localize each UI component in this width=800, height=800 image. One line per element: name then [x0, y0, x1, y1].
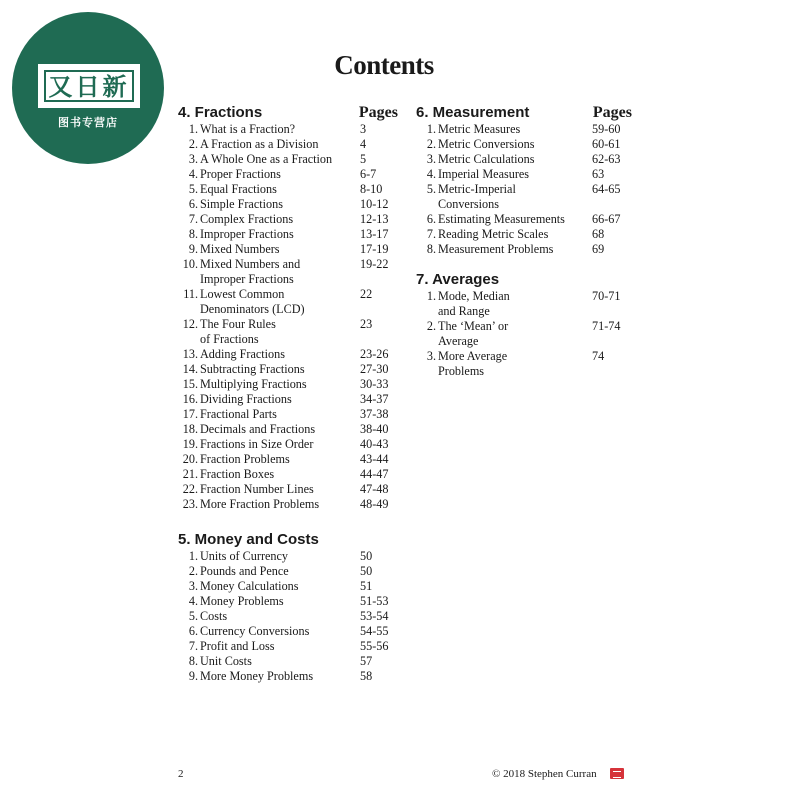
toc-entry-number: 2.	[426, 137, 436, 151]
toc-entry-pages: 55-56	[360, 639, 389, 653]
toc-entry-number: 9.	[188, 242, 198, 256]
toc-entry-label: Improper Fractions	[200, 227, 294, 241]
toc-entry-pages: 22	[360, 287, 373, 301]
toc-entry	[178, 137, 398, 152]
toc-entry-label: Units of Currency	[200, 549, 289, 563]
section-list-averages	[416, 289, 632, 379]
toc-entry-label: Mode, Median and Range	[438, 289, 510, 318]
toc-entry-label: The ‘Mean’ or Average	[438, 319, 509, 348]
toc-entry-number: 22.	[182, 482, 198, 496]
toc-entry	[178, 197, 398, 212]
toc-entry-number: 1.	[188, 549, 198, 563]
toc-entry-number: 3.	[426, 349, 436, 363]
toc-entry-pages: 50	[360, 564, 373, 578]
toc-entry-number: 13.	[182, 347, 198, 361]
toc-entry-label: A Fraction as a Division	[200, 137, 319, 151]
section-list-measurement	[416, 122, 632, 257]
toc-entry-pages: 64-65	[592, 182, 621, 196]
toc-entry-number: 23.	[182, 497, 198, 511]
toc-entry-label: More Money Problems	[200, 669, 314, 683]
toc-entry-pages: 57	[360, 654, 373, 668]
toc-entry-label: Fractions in Size Order	[200, 437, 314, 451]
toc-entry-number: 5.	[188, 609, 198, 623]
toc-entry-label: More Average Problems	[438, 349, 508, 378]
toc-entry	[178, 182, 398, 197]
toc-entry-label: Simple Fractions	[200, 197, 283, 211]
toc-entry-pages: 48-49	[360, 497, 389, 511]
page-title: Contents	[334, 50, 434, 80]
toc-entry-number: 7.	[426, 227, 436, 241]
toc-entry-label: Complex Fractions	[200, 212, 294, 226]
toc-entry-pages: 51-53	[360, 594, 389, 608]
toc-entry-pages: 60-61	[592, 137, 621, 151]
toc-entry-number: 19.	[182, 437, 198, 451]
toc-entry-number: 5.	[426, 182, 436, 196]
toc-entry	[178, 347, 398, 362]
toc-entry	[416, 227, 632, 242]
toc-entry-number: 1.	[426, 122, 436, 136]
toc-entry	[416, 182, 632, 212]
toc-entry-number: 9.	[188, 669, 198, 683]
toc-entry-pages: 27-30	[360, 362, 389, 376]
toc-entry-pages: 38-40	[360, 422, 389, 436]
toc-entry	[178, 669, 398, 684]
toc-entry	[416, 212, 632, 227]
toc-entry-number: 11.	[183, 287, 198, 301]
toc-entry-pages: 43-44	[360, 452, 389, 466]
toc-entry	[178, 152, 398, 167]
toc-entry-label: Equal Fractions	[200, 182, 277, 196]
toc-entry-number: 2.	[188, 137, 198, 151]
toc-entry-number: 6.	[426, 212, 436, 226]
toc-entry-label: Metric Calculations	[438, 152, 535, 166]
toc-entry-number: 15.	[182, 377, 198, 391]
toc-entry-pages: 62-63	[592, 152, 621, 166]
right-column	[416, 104, 632, 379]
toc-entry	[178, 594, 398, 609]
toc-entry-number: 7.	[188, 639, 198, 653]
pages-heading: Pages	[358, 104, 398, 121]
toc-entry-number: 4.	[426, 167, 436, 181]
toc-entry-label: Currency Conversions	[200, 624, 310, 638]
section-header-averages	[416, 271, 632, 289]
toc-entry-label: Lowest Common Denominators (LCD)	[200, 287, 305, 316]
toc-entry-label: Adding Fractions	[200, 347, 285, 361]
toc-entry	[416, 242, 632, 257]
toc-entry-label: Fraction Problems	[200, 452, 290, 466]
toc-entry-number: 4.	[188, 594, 198, 608]
left-column	[178, 104, 398, 684]
toc-entry-pages: 30-33	[360, 377, 389, 391]
toc-entry	[178, 437, 398, 452]
toc-entry	[178, 497, 398, 512]
toc-entry-pages: 59-60	[592, 122, 621, 136]
toc-entry	[178, 549, 398, 564]
toc-entry-label: Profit and Loss	[200, 639, 275, 653]
section-list-fractions	[178, 122, 398, 512]
toc-entry-label: The Four Rules of Fractions	[200, 317, 276, 346]
section-title: 5. Money and Costs	[178, 531, 319, 548]
toc-entry-pages: 69	[592, 242, 605, 256]
section-title: 6. Measurement	[416, 104, 530, 121]
toc-entry-pages: 37-38	[360, 407, 389, 421]
toc-entry-label: Costs	[200, 609, 228, 623]
toc-entry-pages: 17-19	[360, 242, 389, 256]
toc-entry	[416, 137, 632, 152]
toc-entry-number: 12.	[182, 317, 198, 331]
toc-entry-pages: 44-47	[360, 467, 389, 481]
toc-entry-label: Metric Conversions	[438, 137, 535, 151]
toc-entry	[178, 609, 398, 624]
toc-entry	[178, 407, 398, 422]
toc-entry-label: Mixed Numbers	[200, 242, 280, 256]
toc-entry-pages: 54-55	[360, 624, 389, 638]
pages-heading: Pages	[592, 104, 632, 121]
toc-entry-number: 8.	[188, 654, 198, 668]
copyright-text: © 2018 Stephen Curran	[492, 768, 597, 780]
toc-entry-label: Money Calculations	[200, 579, 299, 593]
toc-entry-pages: 53-54	[360, 609, 389, 623]
toc-entry	[416, 319, 632, 349]
toc-entry	[178, 167, 398, 182]
toc-entry	[416, 289, 632, 319]
toc-entry-pages: 10-12	[360, 197, 389, 211]
toc-entry	[178, 639, 398, 654]
toc-entry-label: Unit Costs	[200, 654, 252, 668]
toc-entry	[178, 422, 398, 437]
toc-entry-label: Decimals and Fractions	[200, 422, 316, 436]
toc-entry-pages: 47-48	[360, 482, 389, 496]
toc-entry-pages: 70-71	[592, 289, 621, 303]
toc-entry-label: A Whole One as a Fraction	[200, 152, 333, 166]
publisher-logo-icon	[610, 768, 624, 779]
toc-entry	[178, 227, 398, 242]
toc-entry-number: 17.	[182, 407, 198, 421]
section-header-measurement	[416, 104, 632, 122]
toc-entry	[178, 317, 398, 347]
toc-entry-number: 1.	[426, 289, 436, 303]
toc-entry-pages: 4	[360, 137, 367, 151]
toc-entry	[178, 122, 398, 137]
toc-entry-number: 6.	[188, 197, 198, 211]
toc-entry	[416, 152, 632, 167]
toc-entry-number: 14.	[182, 362, 198, 376]
toc-entry-pages: 66-67	[592, 212, 621, 226]
toc-entry-pages: 68	[592, 227, 605, 241]
toc-entry-label: Fractional Parts	[200, 407, 277, 421]
store-badge	[12, 12, 164, 164]
toc-entry-pages: 23-26	[360, 347, 389, 361]
toc-entry-number: 6.	[188, 624, 198, 638]
toc-entry-label: More Fraction Problems	[200, 497, 320, 511]
toc-entry-number: 3.	[188, 152, 198, 166]
toc-entry-label: Estimating Measurements	[438, 212, 565, 226]
toc-entry-pages: 40-43	[360, 437, 389, 451]
toc-entry-number: 8.	[426, 242, 436, 256]
toc-entry-number: 7.	[188, 212, 198, 226]
toc-entry-pages: 19-22	[360, 257, 389, 271]
toc-entry-number: 8.	[188, 227, 198, 241]
toc-entry-pages: 71-74	[592, 319, 621, 333]
toc-entry-pages: 3	[360, 122, 367, 136]
toc-entry-label: Fraction Number Lines	[200, 482, 314, 496]
toc-entry-pages: 63	[592, 167, 605, 181]
toc-entry	[178, 564, 398, 579]
toc-entry-label: Measurement Problems	[438, 242, 554, 256]
toc-entry-label: Proper Fractions	[200, 167, 281, 181]
toc-entry	[178, 362, 398, 377]
toc-entry	[178, 654, 398, 669]
toc-entry-pages: 34-37	[360, 392, 389, 406]
badge-subtitle: 图书专营店	[58, 116, 118, 129]
toc-entry-pages: 12-13	[360, 212, 389, 226]
toc-entry-pages: 6-7	[360, 167, 377, 181]
toc-entry-label: Dividing Fractions	[200, 392, 292, 406]
toc-entry-pages: 50	[360, 549, 373, 563]
badge-store-name: 又日新	[48, 73, 130, 101]
toc-entry-number: 5.	[188, 182, 198, 196]
page-number: 2	[178, 768, 184, 780]
toc-entry-number: 1.	[188, 122, 198, 136]
toc-entry	[178, 482, 398, 497]
toc-entry-pages: 8-10	[360, 182, 383, 196]
toc-entry	[178, 287, 398, 317]
toc-entry-label: What is a Fraction?	[200, 122, 296, 136]
toc-entry-number: 18.	[182, 422, 198, 436]
section-title: 4. Fractions	[178, 104, 263, 121]
toc-entry	[416, 122, 632, 137]
toc-entry-label: Reading Metric Scales	[438, 227, 549, 241]
toc-entry-number: 3.	[188, 579, 198, 593]
toc-entry-label: Imperial Measures	[438, 167, 530, 181]
toc-entry-pages: 74	[592, 349, 605, 363]
toc-entry-number: 2.	[188, 564, 198, 578]
toc-entry	[416, 349, 632, 379]
toc-entry	[178, 392, 398, 407]
section-list-money	[178, 549, 398, 684]
toc-entry	[178, 624, 398, 639]
toc-entry-label: Subtracting Fractions	[200, 362, 305, 376]
toc-entry-number: 10.	[182, 257, 198, 271]
toc-entry-pages: 5	[360, 152, 367, 166]
section-title: 7. Averages	[416, 271, 500, 288]
toc-entry-number: 3.	[426, 152, 436, 166]
toc-entry-label: Money Problems	[200, 594, 284, 608]
toc-entry-label: Fraction Boxes	[200, 467, 275, 481]
toc-entry-pages: 23	[360, 317, 373, 331]
toc-entry-label: Metric-Imperial Conversions	[438, 182, 516, 211]
toc-entry	[178, 467, 398, 482]
section-header-fractions	[178, 104, 398, 122]
toc-entry	[178, 212, 398, 227]
toc-entry-number: 21.	[182, 467, 198, 481]
toc-entry	[178, 242, 398, 257]
toc-entry-pages: 51	[360, 579, 373, 593]
toc-entry-label: Multiplying Fractions	[200, 377, 307, 391]
toc-entry-pages: 13-17	[360, 227, 389, 241]
toc-entry-number: 2.	[426, 319, 436, 333]
toc-entry-number: 20.	[182, 452, 198, 466]
toc-entry-number: 4.	[188, 167, 198, 181]
toc-entry	[178, 377, 398, 392]
toc-entry	[416, 167, 632, 182]
toc-entry-label: Metric Measures	[438, 122, 521, 136]
toc-entry-label: Mixed Numbers and Improper Fractions	[200, 257, 301, 286]
toc-entry	[178, 257, 398, 287]
toc-entry-number: 16.	[182, 392, 198, 406]
section-header-money	[178, 531, 398, 549]
toc-entry-label: Pounds and Pence	[200, 564, 289, 578]
toc-entry	[178, 452, 398, 467]
toc-entry	[178, 579, 398, 594]
toc-entry-pages: 58	[360, 669, 373, 683]
